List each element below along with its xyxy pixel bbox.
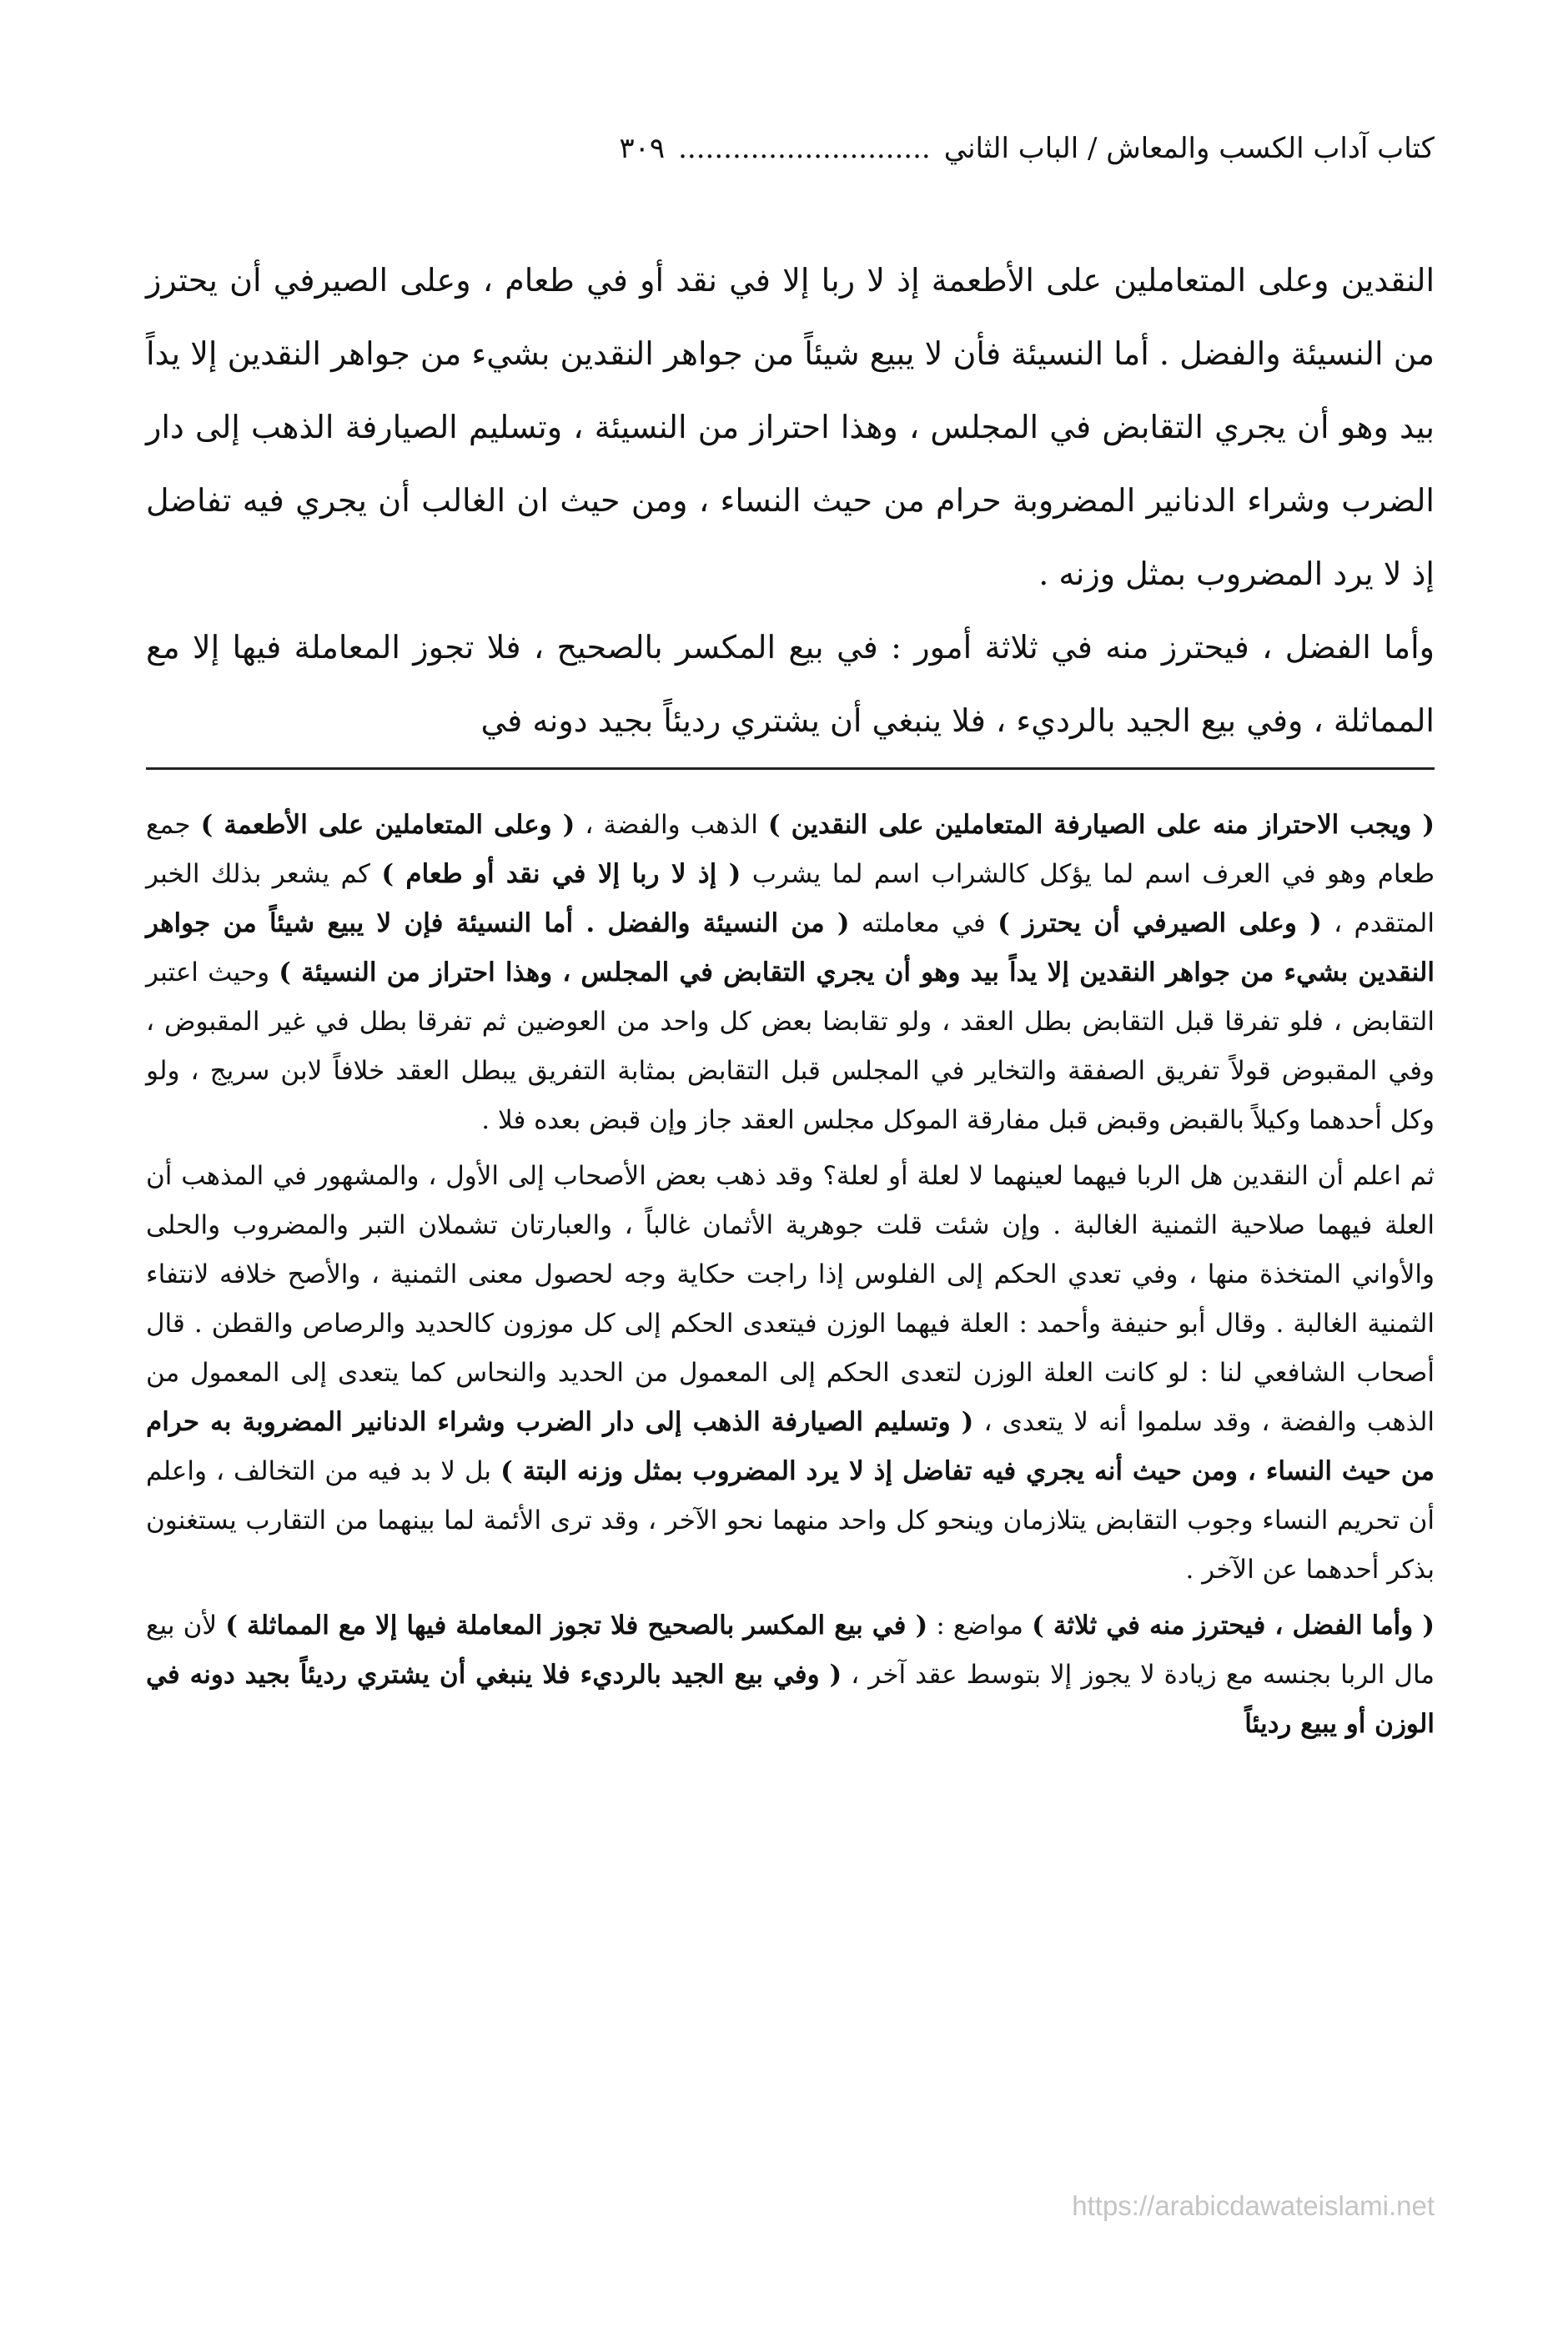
commentary-text: الذهب والفضة ، <box>575 810 768 840</box>
main-paragraph: وأما الفضل ، فيحترز منه في ثلاثة أمور : في بيع المكسر بالصحيح ، فلا تجوز المعاملة فيها إلا مع المماثلة ، وفي بيع الجيد بالرديء ، فلا ينبغي أن يشتري رديئاً بجيد دونه في <box>146 629 1435 739</box>
commentary-text: مواضع : <box>927 1611 1033 1641</box>
quoted-text: ( ويجب الاحتراز منه على الصيارفة المتعاملين على النقدين ) <box>767 810 1435 840</box>
commentary-text: في معاملته <box>849 908 998 938</box>
quoted-text: ( في بيع المكسر بالصحيح فلا تجوز المعاملة فيها إلا مع المماثلة ) <box>225 1611 928 1641</box>
header-leader-dots: ............................ <box>678 132 931 165</box>
quoted-text: ( إذ لا ربا إلا في نقد أو طعام ) <box>381 859 741 889</box>
quoted-text: ( من النسيئة والفضل . أما النسيئة فإن لا يبيع شيئاً من جواهر النقدين بشيء من جواهر النقدين إلا يداً بيد وهو أن يجري التقابض في المجلس ، وهذا احتراز من النسيئة ) <box>146 908 1435 988</box>
commentary-paragraph <box>146 801 1435 1145</box>
running-title: كتاب آداب الكسب والمعاش / الباب الثاني <box>943 132 1435 165</box>
commentary-paragraph <box>146 1601 1435 1749</box>
running-header <box>146 132 1435 165</box>
commentary-text: كم يشعر بذلك الخبر المتقدم ، <box>146 859 1435 938</box>
main-paragraph: النقدين وعلى المتعاملين على الأطعمة إذ لا ربا إلا في نقد أو في طعام ، وعلى الصيرفي أن يحترز من النسيئة والفضل . أما النسيئة فأن لا يبيع شيئاً من جواهر النقدين بشيء من جواهر النقدين إلا يداً بيد وهو أن يجري التقابض في المجلس ، وهذا احتراز من النسيئة ، وتسليم الصيارفة الذهب إلى دار الضرب وشراء الدنانير المضروبة حرام من حيث النساء ، ومن حيث ان الغالب أن يجري فيه تفاضل إذ لا يرد المضروب بمثل وزنه . <box>146 262 1435 592</box>
commentary <box>146 801 1435 1756</box>
watermark-url: https://arabicdawateislami.net <box>1072 2190 1435 2221</box>
commentary-text: ثم اعلم أن النقدين هل الربا فيهما لعينهما لا لعلة أو لعلة؟ وقد ذهب بعض الأصحاب إلى الأول ، والمشهور في المذهب أن العلة فيهما صلاحية الثمنية الغالبة . وإن شئت قلت جوهرية الأثمان غالباً ، والعبارتان تشملان التبر والمضروب والحلى والأواني المتخذة منها ، وفي تعدي الحكم إلى الفلوس إذا راجت حكاية وجه لحصول معنى الثمنية ، والأصح خلافه لانتفاء الثمنية الغالبة . وقال أبو حنيفة وأحمد : العلة فيهما الوزن فيتعدى الحكم إلى كل موزون كالحديد والرصاص والقطن . قال أصحاب الشافعي لنا : لو كانت العلة الوزن لتعدى الحكم إلى المعمول من الحديد والنحاس كما يتعدى إلى المعمول من الذهب والفضة ، وقد سلموا أنه لا يتعدى ، <box>146 1161 1435 1437</box>
quoted-text: ( وعلى الصيرفي أن يحترز ) <box>998 908 1322 938</box>
quoted-text: ( وعلى المتعاملين على الأطعمة ) <box>200 810 575 840</box>
main-text <box>146 244 1435 757</box>
quoted-text: ( وتسليم الصيارفة الذهب إلى دار الضرب وشراء الدنانير المضروبة به حرام من حيث النساء ، ومن حيث أنه يجري فيه تفاضل إذ لا يرد المضروب بمثل وزنه البتة ) <box>146 1407 1435 1486</box>
footnote-separator <box>146 767 1435 770</box>
commentary-text: وحيث اعتبر التقابض ، فلو تفرقا قبل التقابض بطل العقد ، ولو تقابضا بعض كل واحد من العوضين ثم تفرقا بطل في غير المقبوض ، وفي المقبوض قولاً تفريق الصفقة والتخاير في المجلس قبل التقابض بمثابة التفريق يبطل العقد خلافاً لابن سريج ، ولو وكل أحدهما وكيلاً بالقبض وقبض قبل مفارقة الموكل مجلس العقد جاز وإن قبض بعده فلا . <box>146 957 1435 1135</box>
commentary-text: بل لا بد فيه من التخالف ، واعلم أن تحريم النساء وجوب التقابض يتلازمان وينحو كل واحد منهما نحو الآخر ، وقد ترى الأئمة لما بينهما من التقارب يستغنون بذكر أحدهما عن الآخر . <box>146 1456 1435 1585</box>
commentary-paragraph <box>146 1152 1435 1595</box>
commentary-text: جمع طعام وهو في العرف اسم لما يؤكل كالشراب اسم لما يشرب <box>146 810 1435 889</box>
quoted-text: ( وفي بيع الجيد بالرديء فلا ينبغي أن يشتري رديئاً بجيد دونه في الوزن أو يبيع رديئاً <box>146 1660 1435 1739</box>
quoted-text: ( وأما الفضل ، فيحترز منه في ثلاثة ) <box>1032 1611 1435 1641</box>
commentary-text: لأن بيع مال الربا بجنسه مع زيادة لا يجوز إلا بتوسط عقد آخر ، <box>146 1611 1435 1690</box>
page-number: ٣٠٩ <box>619 132 666 165</box>
